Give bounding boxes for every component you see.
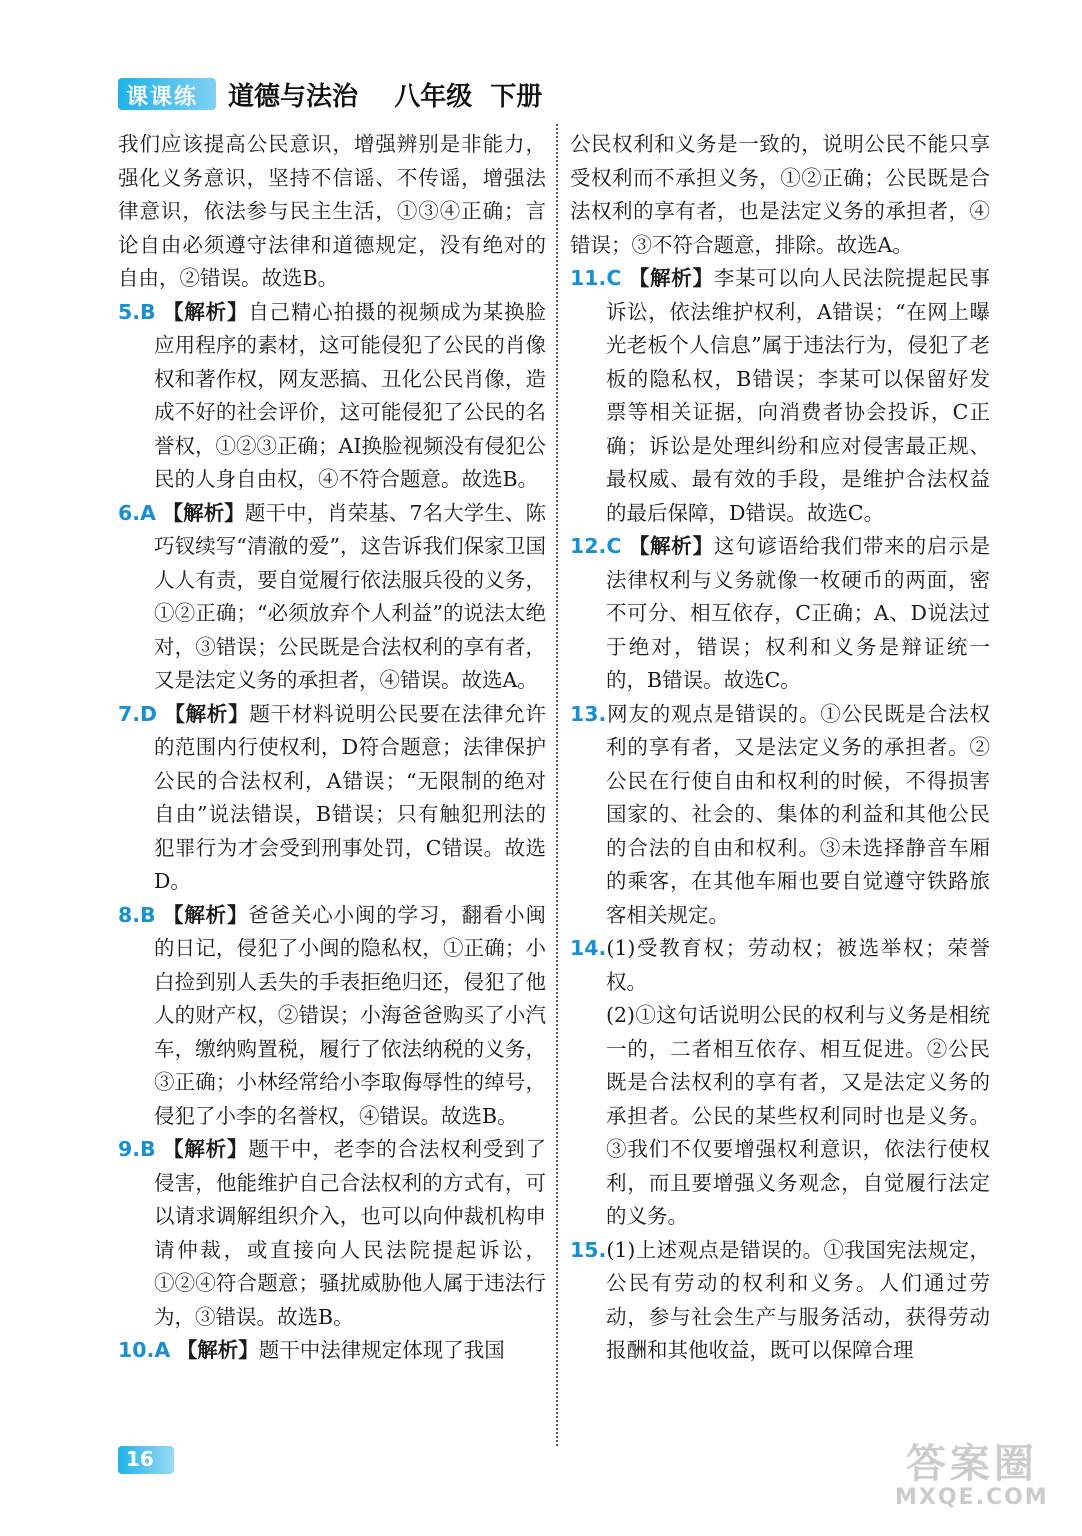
watermark-main: 答案圈 [905,1441,1038,1487]
answer-7 [118,698,546,899]
brand-label: 课课练 [126,85,199,110]
answer-5 [118,296,546,497]
answer-number: 5.B [118,299,156,324]
answer-number: 13. [570,701,607,726]
analysis-tag: 【解析】 [163,902,249,927]
answer-14-part-1 [570,932,990,999]
continued-answer: 我们应该提高公民意识，增强辨别是非能力，强化义务意识，坚持不信谣、不传谣，增强法律意识，依法参与民主生活，①③④正确；言论自由必须遵守法律和道德规定，没有绝对的自由，②错误。故选B。 [118,132,546,290]
answer-number: 12.C [570,534,622,558]
answer-text: 题干中，肖荣基、7名大学生、陈巧钗续写“清澈的爱”，这告诉我们保家卫国人人有责，要自觉履行依法服兵役的义务，①②正确；“必须放弃个人利益”的说法太绝对，③错误；公民既是合法权利的享有者，又是法定义务的承担者，④错误。故选A。 [154,500,547,692]
analysis-tag: 【解析】 [163,1137,249,1161]
answer-12 [570,530,990,698]
right-column [570,128,990,1368]
column-divider [556,124,558,1446]
analysis-tag: 【解析】 [628,534,714,558]
answer-13 [570,698,990,933]
answer-15 [570,1234,990,1368]
answer-14-part-2: (2)①这句话说明公民的权利与义务是相统一的，二者相互依存、相互促进。②公民既是合法权利的享有者，又是法定义务的承担者。公民的某些权利同时也是义务。③我们不仅要增强权利意识，依法行使权利，而且要增强义务观念，自觉履行法定的义务。 [606,1003,990,1228]
brand-badge [118,78,216,110]
answer-number: 10.A [118,1338,171,1362]
answer-number: 14. [570,936,607,960]
answer-6 [118,497,546,698]
analysis-tag: 【解析】 [176,1338,259,1362]
answer-number: 15. [570,1237,607,1262]
answer-9 [118,1133,546,1334]
page-number-badge [118,1446,174,1474]
answer-text: 题干中，老李的合法权利受到了侵害，他能维护自己合法权利的方式有，可以请求调解组织介入，也可以向仲裁机构申请仲裁，或直接向人民法院提起诉讼，①②④符合题意；骚扰威胁他人属于违法行为，③错误。故选B。 [154,1137,547,1329]
page-header [118,76,558,116]
watermark-logo [895,1442,1049,1510]
analysis-tag: 【解析】 [163,299,249,324]
answer-text: 网友的观点是错误的。①公民既是合法权利的享有者，又是法定义务的承担者。②公民在行使自由和权利的时候，不得损害国家的、社会的、集体的利益和其他公民的合法的自由和权利。③未选择静音车厢的乘客，在其他车厢也要自觉遵守铁路旅客相关规定。 [606,701,990,927]
answer-number: 6.A [118,500,156,525]
answer-10 [118,1334,546,1368]
answer-11 [570,262,990,530]
answer-text: 自己精心拍摄的视频成为某换脸应用程序的素材，这可能侵犯了公民的肖像权和著作权，网友恶搞、丑化公民肖像，造成不好的社会评价，这可能侵犯了公民的名誉权，①②③正确；AI换脸视频没有侵犯公民的人身自由权，④不符合题意。故选B。 [154,299,547,491]
answer-text: 题干中法律规定体现了我国 [258,1338,505,1362]
analysis-tag: 【解析】 [628,266,714,290]
answer-text: (1)受教育权；劳动权；被选举权；荣誉权。 [606,936,990,994]
answer-text: 爸爸关心小闽的学习，翻看小闽的日记，侵犯了小闽的隐私权，①正确；小白捡到别人丢失的手表拒绝归还，侵犯了他人的财产权，②错误；小海爸爸购买了小汽车，缴纳购置税，履行了依法纳税的义务，③正确；小林经常给小李取侮辱性的绰号，侵犯了小李的名誉权，④错误。故选B。 [154,902,547,1128]
book-title: 道德与法治 八年级 下册 [228,82,543,112]
answer-8 [118,899,546,1134]
answer-number: 8.B [118,902,156,927]
answer-text: 这句谚语给我们带来的启示是法律权利与义务就像一枚硬币的两面，密不可分、相互依存，C正确；A、D说法过于绝对，错误；权利和义务是辩证统一的，B错误。故选C。 [606,534,991,692]
analysis-tag: 【解析】 [162,500,245,525]
analysis-tag: 【解析】 [164,701,250,726]
page-number: 16 [126,1447,154,1471]
answer-number: 9.B [118,1137,156,1161]
left-column [118,128,546,1368]
continued-answer: 公民权利和义务是一致的，说明公民不能只享受权利而不承担义务，①②正确；公民既是合法权利的享有者，也是法定义务的承担者，④错误；③不符合题意，排除。故选A。 [570,132,990,257]
answer-text: 题干材料说明公民要在法律允许的范围内行使权利，D符合题意；法律保护公民的合法权利，A错误；“无限制的绝对自由”说法错误，B错误；只有触犯刑法的犯罪行为才会受到刑事处罚，C错误。故选D。 [154,701,546,893]
answer-number: 7.D [118,701,158,726]
watermark-sub: MXQE.COM [895,1485,1049,1510]
answer-number: 11.C [570,266,622,290]
answer-text: (1)上述观点是错误的。①我国宪法规定，公民有劳动的权利和义务。人们通过劳动，参与社会生产与服务活动，获得劳动报酬和其他收益，既可以保障合理 [606,1237,990,1362]
answer-text: 李某可以向人民法院提起民事诉讼，依法维护权利，A错误；“在网上曝光老板个人信息”属于违法行为，侵犯了老板的隐私权，B错误；李某可以保留好发票等相关证据，向消费者协会投诉，C正确；诉讼是处理纠纷和应对侵害最正规、最权威、最有效的手段，是维护合法权益的最后保障，D错误。故选C。 [606,266,991,525]
